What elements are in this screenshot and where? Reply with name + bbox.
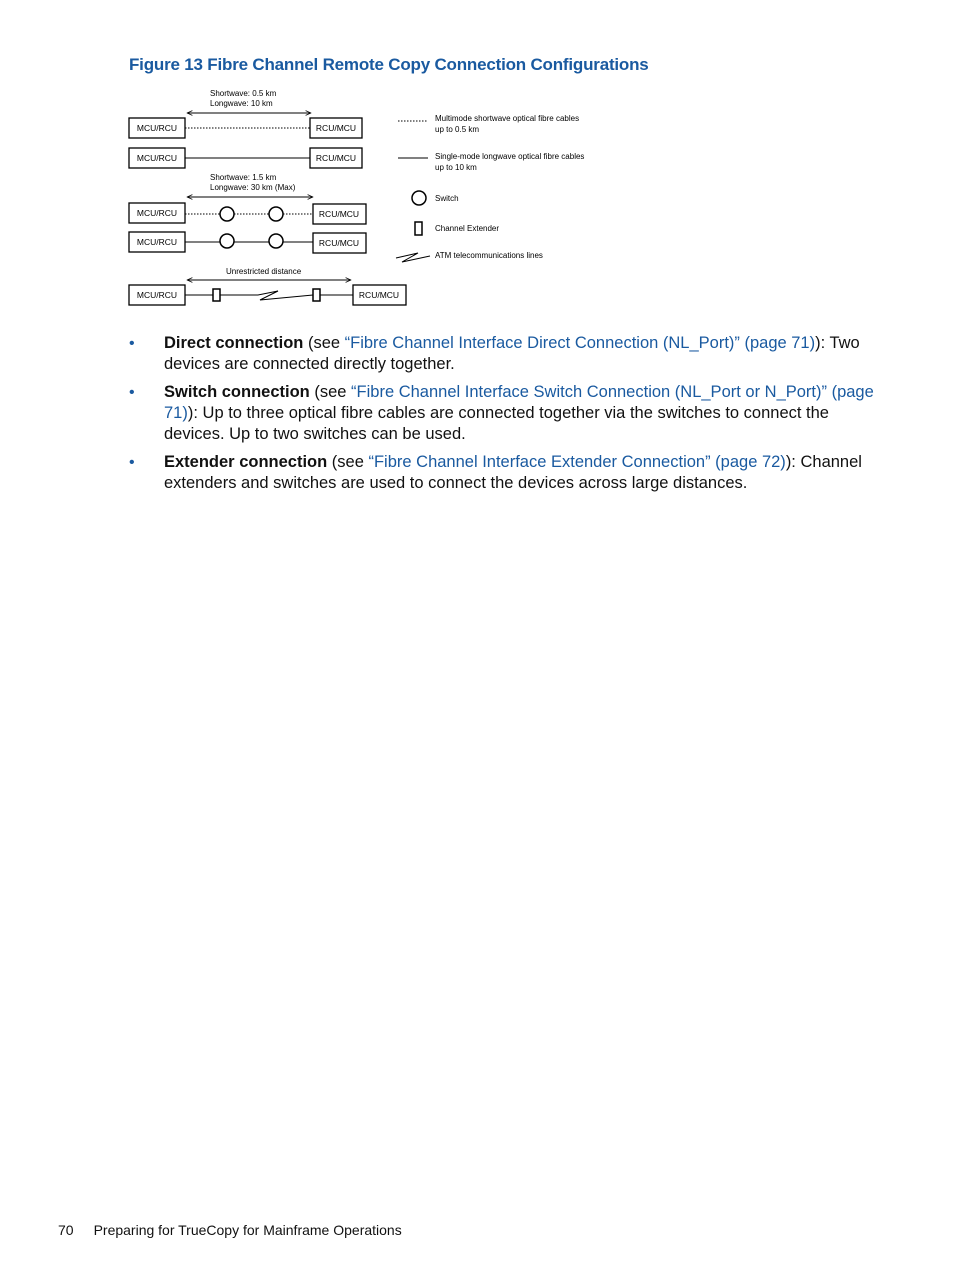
row3-switch-1 (220, 207, 234, 221)
bullet-post: ): Two devices are connected directly together. (164, 334, 860, 373)
bullet-term: Switch connection (164, 383, 310, 401)
bullet-post: ): Channel extenders and switches are used to connect the devices across large distances. (164, 453, 862, 492)
row5-extender-1 (213, 289, 220, 301)
row2-right-label: RCU/MCU (315, 153, 357, 163)
row3-left-label: MCU/RCU (136, 208, 178, 218)
direct-connection-link[interactable]: “Fibre Channel Interface Direct Connection (NL_Port)” (page 71) (344, 334, 816, 352)
legend-switch-label: Switch (435, 194, 459, 203)
bullet-pre: (see (309, 383, 352, 401)
footer-title: Preparing for TrueCopy for Mainframe Operations (93, 1222, 402, 1238)
bullet-term: Direct connection (164, 334, 304, 352)
list-item (129, 452, 874, 494)
list-item (129, 333, 874, 375)
legend-multimode-line2: up to 0.5 km (435, 125, 480, 134)
bullet-icon: • (129, 335, 135, 352)
row3-switch-2 (269, 207, 283, 221)
legend-singlemode-line2: up to 10 km (435, 163, 477, 172)
row4-switch-2 (269, 234, 283, 248)
legend-atm-label: ATM telecommunications lines (435, 251, 543, 260)
row5-atm-line (220, 291, 313, 300)
page-number: 70 (58, 1222, 74, 1238)
row3-distance-line1: Shortwave: 1.5 km (210, 173, 277, 182)
legend-atm-icon (396, 253, 430, 262)
legend-singlemode-line1: Single-mode longwave optical fibre cables (435, 152, 585, 161)
legend-multimode-line1: Multimode shortwave optical fibre cables (435, 114, 580, 123)
legend-extender-label: Channel Extender (435, 224, 500, 233)
page-footer (58, 1222, 402, 1238)
figure-caption: Figure 13 Fibre Channel Remote Copy Connection Configurations (129, 55, 649, 74)
row5-left-label: MCU/RCU (136, 290, 178, 300)
row2-left-label: MCU/RCU (136, 153, 178, 163)
row3-distance-line2: Longwave: 30 km (Max) (210, 183, 296, 192)
row1-left-label: MCU/RCU (136, 123, 178, 133)
bullet-pre: (see (303, 334, 345, 352)
row3-right-label: RCU/MCU (318, 209, 360, 219)
connection-types-list (129, 333, 874, 501)
switch-connection-link[interactable]: “Fibre Channel Interface Switch Connection (NL_Port or N_Port)” (page 71) (164, 383, 874, 422)
row4-switch-1 (220, 234, 234, 248)
row1-distance-line1: Shortwave: 0.5 km (210, 89, 277, 98)
list-item (129, 382, 874, 445)
legend-switch-icon (412, 191, 426, 205)
row1-distance-line2: Longwave: 10 km (210, 99, 273, 108)
row4-right-label: RCU/MCU (318, 238, 360, 248)
bullet-pre: (see (327, 453, 369, 471)
row1-right-label: RCU/MCU (315, 123, 357, 133)
legend-extender-icon (415, 222, 422, 235)
row5-extender-2 (313, 289, 320, 301)
row5-distance-label: Unrestricted distance (226, 267, 302, 276)
bullet-icon: • (129, 454, 135, 471)
bullet-icon: • (129, 384, 135, 401)
row5-right-label: RCU/MCU (358, 290, 400, 300)
connection-diagram (0, 80, 954, 315)
bullet-post: ): Up to three optical fibre cables are connected together via the switches to connect the devices. Up to two switches can be used. (164, 404, 829, 443)
bullet-term: Extender connection (164, 453, 328, 471)
extender-connection-link[interactable]: “Fibre Channel Interface Extender Connection” (page 72) (368, 453, 786, 471)
row4-left-label: MCU/RCU (136, 237, 178, 247)
